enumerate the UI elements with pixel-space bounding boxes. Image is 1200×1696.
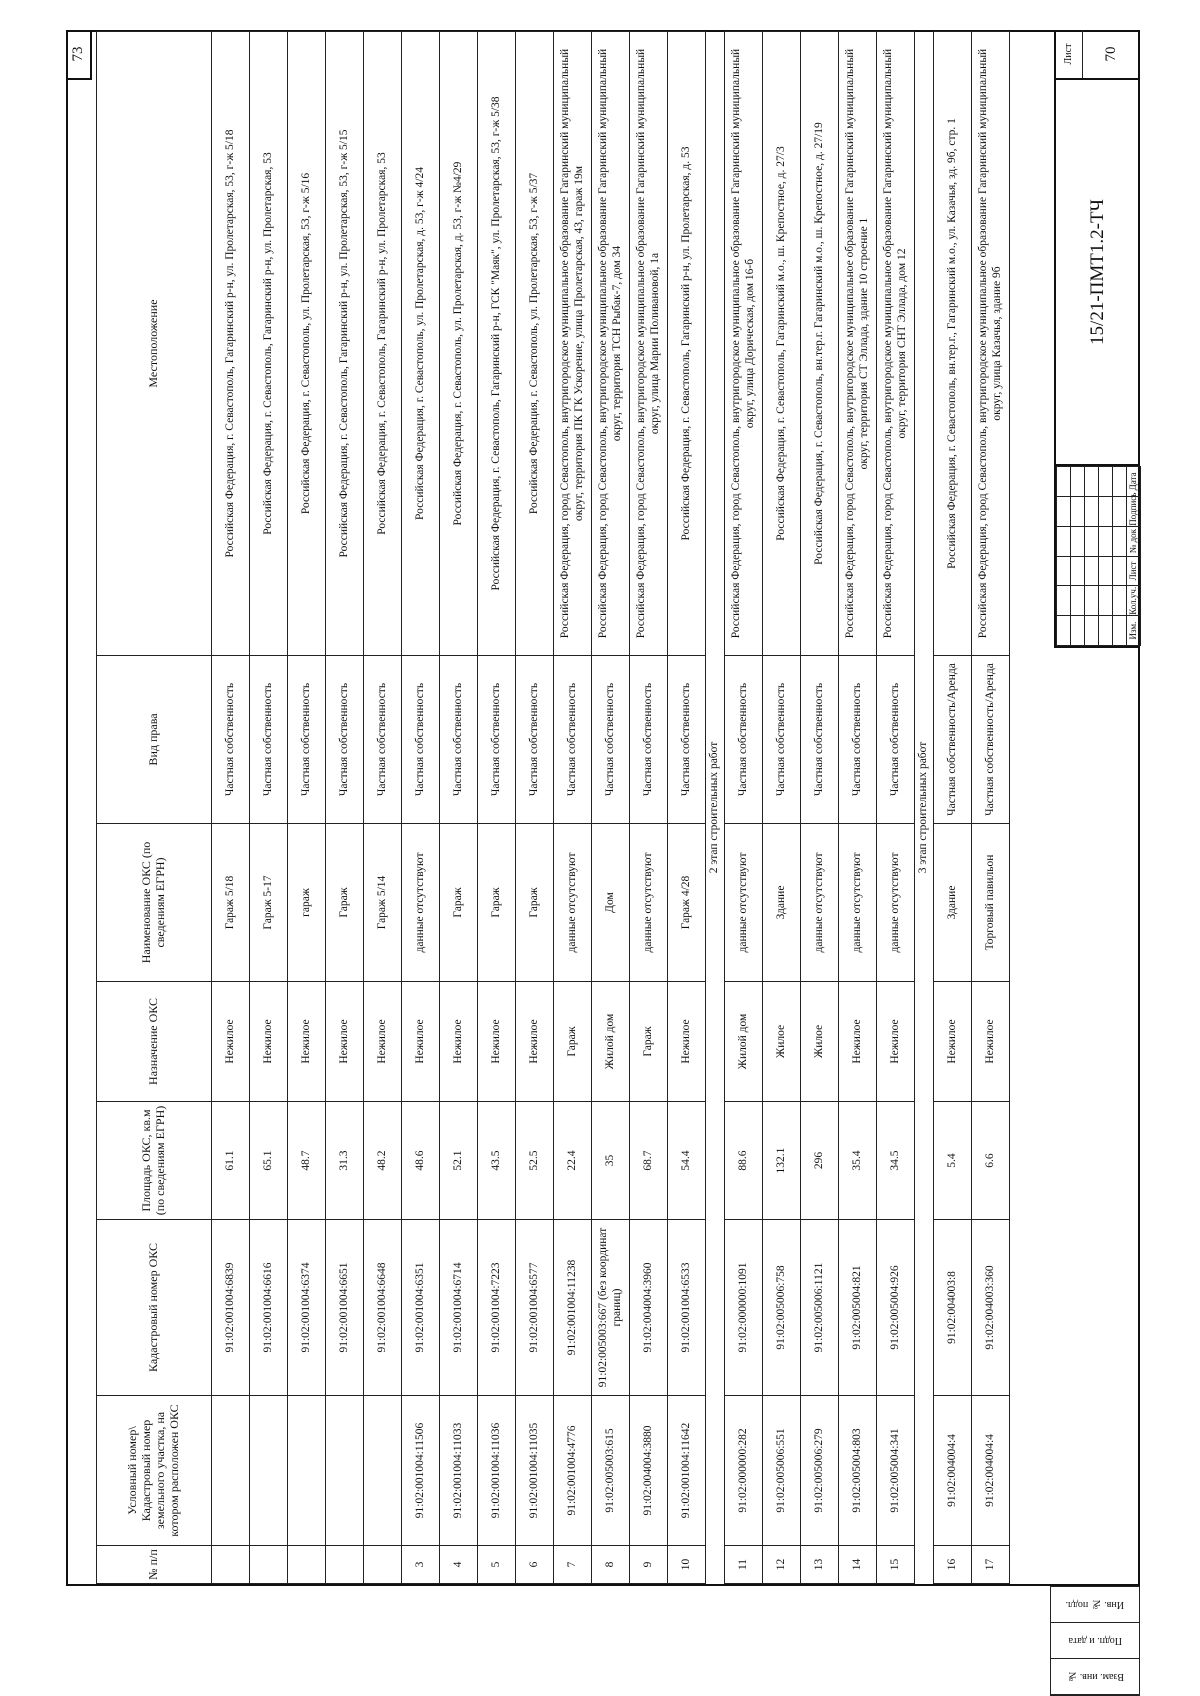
- cell-location: Российская Федерация, г. Севастополь, Гагаринский р-н, ул. Пролетарская, д. 53: [668, 32, 706, 656]
- cell-area: 52.5: [516, 1102, 554, 1220]
- cell-name: Гараж: [516, 824, 554, 982]
- cell-name: данные отсутствуют: [402, 824, 440, 982]
- binding-label: Инв. № подл.: [1051, 1587, 1139, 1623]
- cell-location: Российская Федерация, г. Севастополь, Гагаринский р-н, ул. Пролетарская, 53, г-ж 5/18: [212, 32, 250, 656]
- cell-area: 35: [592, 1102, 630, 1220]
- table-row: [972, 32, 1010, 1584]
- cell-num: 7: [554, 1546, 592, 1584]
- cell-num: 16: [934, 1546, 972, 1584]
- revision-grid: [1056, 466, 1141, 646]
- tb-ndok: № док: [1127, 526, 1141, 556]
- cell-oks-cad: 91:02:005006:758: [763, 1220, 801, 1396]
- cell-oks-cad: 91:02:001004:6533: [668, 1220, 706, 1396]
- cell-area: 88.6: [725, 1102, 763, 1220]
- cell-right: Частная собственность: [801, 656, 839, 824]
- cell-oks-cad: 91:02:001004:6839: [212, 1220, 250, 1396]
- cell-location: Российская Федерация, г. Севастополь, ул. Пролетарская, 53, г-ж 5/37: [516, 32, 554, 656]
- cell-parcel: 91:02:004004:3880: [630, 1396, 668, 1546]
- binding-strip: [1050, 1586, 1140, 1696]
- cell-right: Частная собственность: [763, 656, 801, 824]
- cell-parcel: 91:02:001004:11033: [440, 1396, 478, 1546]
- cell-oks-cad: 91:02:001004:7223: [478, 1220, 516, 1396]
- cell-parcel: 91:02:005004:803: [839, 1396, 877, 1546]
- cell-name: Дом: [592, 824, 630, 982]
- table-row: [801, 32, 839, 1584]
- cell-name: данные отсутствуют: [630, 824, 668, 982]
- top-page-number: 73: [66, 30, 92, 80]
- binding-label: Подп. и дата: [1051, 1623, 1139, 1659]
- cell-name: Здание: [763, 824, 801, 982]
- cell-name: Гараж 5/18: [212, 824, 250, 982]
- cell-num: [212, 1546, 250, 1584]
- table-row: [250, 32, 288, 1584]
- cell-oks-cad: 91:02:001004:11238: [554, 1220, 592, 1396]
- cell-location: Российская Федерация, г. Севастополь, Гагаринский р-н, ул. Пролетарская, 53: [364, 32, 402, 656]
- cell-purpose: Нежилое: [288, 982, 326, 1102]
- cell-parcel: [250, 1396, 288, 1546]
- header-area: Площадь ОКС, кв.м (по сведениям ЕГРН): [97, 1102, 212, 1220]
- header-parcel: Условный номер\ Кадастровый номер земельного участка, на котором расположен ОКС: [97, 1396, 212, 1546]
- cell-location: Российская Федерация, город Севастополь, внутригородское муниципальное образование Гагаринский муниципальный округ, территория ТСН Рыбак-7, дом 34: [592, 32, 630, 656]
- sheet-label: Лист: [1056, 30, 1083, 78]
- cell-area: 35.4: [839, 1102, 877, 1220]
- cell-oks-cad: 91:02:005004:821: [839, 1220, 877, 1396]
- cell-num: [326, 1546, 364, 1584]
- cell-parcel: 91:02:001004:11036: [478, 1396, 516, 1546]
- cell-right: Частная собственность/Аренда: [934, 656, 972, 824]
- cell-purpose: Нежилое: [212, 982, 250, 1102]
- cell-area: 52.1: [440, 1102, 478, 1220]
- cell-right: Частная собственность/Аренда: [972, 656, 1010, 824]
- title-block: [1054, 30, 1140, 648]
- cell-right: Частная собственность: [326, 656, 364, 824]
- cell-area: 48.7: [288, 1102, 326, 1220]
- header-location: Местоположение: [97, 32, 212, 656]
- cell-name: Здание: [934, 824, 972, 982]
- cell-name: Гараж 4/28: [668, 824, 706, 982]
- cell-num: 15: [877, 1546, 915, 1584]
- cell-area: 296: [801, 1102, 839, 1220]
- cell-name: данные отсутствуют: [801, 824, 839, 982]
- header-name: Наименование ОКС (по сведениям ЕГРН): [97, 824, 212, 982]
- cell-purpose: Гараж: [630, 982, 668, 1102]
- cell-purpose: Жилой дом: [725, 982, 763, 1102]
- cell-location: Российская Федерация, город Севастополь, внутригородское муниципальное образование Гагаринский муниципальный округ, улица Дорическая, дом 16-б: [725, 32, 763, 656]
- cell-area: 22.4: [554, 1102, 592, 1220]
- cell-oks-cad: 91:02:001004:6714: [440, 1220, 478, 1396]
- header-num: № п/п: [97, 1546, 212, 1584]
- cell-name: Гараж 5/14: [364, 824, 402, 982]
- sheet-number: 70: [1103, 46, 1119, 62]
- cell-right: Частная собственность: [592, 656, 630, 824]
- header-oks-cad: Кадастровый номер ОКС: [97, 1220, 212, 1396]
- cell-parcel: [288, 1396, 326, 1546]
- table-body: [212, 32, 1010, 1584]
- cell-name: данные отсутствуют: [554, 824, 592, 982]
- cell-location: Российская Федерация, г. Севастополь, Гагаринский р-н, ул. Пролетарская, 53, г-ж 5/15: [326, 32, 364, 656]
- table-row: [326, 32, 364, 1584]
- cell-name: Гараж: [478, 824, 516, 982]
- cell-purpose: Гараж: [554, 982, 592, 1102]
- cell-purpose: Нежилое: [516, 982, 554, 1102]
- header-purpose: Назначение ОКС: [97, 982, 212, 1102]
- table-row: [934, 32, 972, 1584]
- cell-location: Российская Федерация, город Севастополь, внутригородское муниципальное образование Гагаринский муниципальный округ, улица Марии Поливановой, 1а: [630, 32, 668, 656]
- cell-location: Российская Федерация, город Севастополь, внутригородское муниципальное образование Гагаринский муниципальный округ, территория СНТ Эллада, дом 12: [877, 32, 915, 656]
- cell-location: Российская Федерация, г. Севастополь, Гагаринский р-н, ГСК "Маяк", ул. Пролетарская, 53, г-ж 5/38: [478, 32, 516, 656]
- cell-purpose: Нежилое: [440, 982, 478, 1102]
- cell-parcel: 91:02:005006:551: [763, 1396, 801, 1546]
- cell-purpose: Нежилое: [364, 982, 402, 1102]
- cell-num: 17: [972, 1546, 1010, 1584]
- table-row: [402, 32, 440, 1584]
- cell-name: данные отсутствуют: [839, 824, 877, 982]
- cell-right: Частная собственность: [364, 656, 402, 824]
- table-row: [212, 32, 250, 1584]
- cell-parcel: 91:02:004004:4: [934, 1396, 972, 1546]
- cell-location: Российская Федерация, г. Севастополь, вн.тер.г. Гагаринский м.о., ш. Крепостное, д. 27/19: [801, 32, 839, 656]
- cell-parcel: [326, 1396, 364, 1546]
- cell-right: Частная собственность: [668, 656, 706, 824]
- cell-oks-cad: 91:02:001004:6577: [516, 1220, 554, 1396]
- cell-num: 14: [839, 1546, 877, 1584]
- cell-right: Частная собственность: [288, 656, 326, 824]
- cell-parcel: 91:02:004004:4: [972, 1396, 1010, 1546]
- cell-oks-cad: 91:02:004004:3960: [630, 1220, 668, 1396]
- cell-name: гараж: [288, 824, 326, 982]
- table-row: [288, 32, 326, 1584]
- cell-purpose: Нежилое: [877, 982, 915, 1102]
- cell-purpose: Жилой дом: [592, 982, 630, 1102]
- table-row: [877, 32, 915, 1584]
- cell-purpose: Нежилое: [839, 982, 877, 1102]
- cell-purpose: Нежилое: [250, 982, 288, 1102]
- cell-location: Российская Федерация, город Севастополь, внутригородское муниципальное образование Гагаринский муниципальный округ, территория ПК ГК Ускорение, улица Пролетарская, 43, гараж 19м: [554, 32, 592, 656]
- cell-area: 48.2: [364, 1102, 402, 1220]
- stage-label: 2 этап строительных работ: [706, 32, 725, 1584]
- cell-parcel: 91:02:001004:4776: [554, 1396, 592, 1546]
- cell-num: 12: [763, 1546, 801, 1584]
- cell-area: 54.4: [668, 1102, 706, 1220]
- cell-location: Российская Федерация, город Севастополь, внутригородское муниципальное образование Гагаринский муниципальный округ, территория СТ Эллада, здание 10 строение 1: [839, 32, 877, 656]
- cell-location: Российская Федерация, город Севастополь, внутригородское муниципальное образование Гагаринский муниципальный округ, улица Казачья, здание 9б: [972, 32, 1010, 656]
- cell-area: 31.3: [326, 1102, 364, 1220]
- cell-num: [250, 1546, 288, 1584]
- cell-purpose: Жилое: [801, 982, 839, 1102]
- cell-num: 13: [801, 1546, 839, 1584]
- cell-name: Торговый павильон: [972, 824, 1010, 982]
- stage-label: 3 этап строительных работ: [915, 32, 934, 1584]
- cell-location: Российская Федерация, г. Севастополь, ул. Пролетарская, 53, г-ж 5/16: [288, 32, 326, 656]
- cell-parcel: [364, 1396, 402, 1546]
- sheet-number-box: [1056, 30, 1140, 80]
- cell-purpose: Нежилое: [402, 982, 440, 1102]
- cell-area: 132.1: [763, 1102, 801, 1220]
- cell-oks-cad: 91:02:004003:360: [972, 1220, 1010, 1396]
- cell-purpose: Жилое: [763, 982, 801, 1102]
- cell-location: Российская Федерация, г. Севастополь, ул. Пролетарская, д. 53, г-ж №4/29: [440, 32, 478, 656]
- cell-parcel: 91:02:000000:282: [725, 1396, 763, 1546]
- binding-label: Взам. инв. №: [1051, 1659, 1139, 1695]
- cell-num: 8: [592, 1546, 630, 1584]
- cell-right: Частная собственность: [212, 656, 250, 824]
- cell-oks-cad: 91:02:004003:8: [934, 1220, 972, 1396]
- table-header-row: [97, 32, 212, 1584]
- cell-right: Частная собственность: [877, 656, 915, 824]
- cell-oks-cad: 91:02:005004:926: [877, 1220, 915, 1396]
- cell-name: Гараж: [440, 824, 478, 982]
- cell-right: Частная собственность: [250, 656, 288, 824]
- table-row: [725, 32, 763, 1584]
- tb-podpis: Подпись: [1127, 496, 1141, 526]
- cell-name: Гараж: [326, 824, 364, 982]
- cell-oks-cad: 91:02:000000:1091: [725, 1220, 763, 1396]
- cell-area: 6.6: [972, 1102, 1010, 1220]
- table-row: [516, 32, 554, 1584]
- table-row: [592, 32, 630, 1584]
- cell-num: [364, 1546, 402, 1584]
- cell-parcel: 91:02:001004:11642: [668, 1396, 706, 1546]
- document-code: 15/21-ПМТ1.2-ТЧ: [1056, 80, 1140, 466]
- cell-right: Частная собственность: [554, 656, 592, 824]
- cell-right: Частная собственность: [440, 656, 478, 824]
- cell-oks-cad: 91:02:001004:6374: [288, 1220, 326, 1396]
- oks-table: [96, 31, 1010, 1584]
- cell-area: 34.5: [877, 1102, 915, 1220]
- cell-right: Частная собственность: [630, 656, 668, 824]
- cell-parcel: 91:02:001004:11035: [516, 1396, 554, 1546]
- tb-izm: Изм.: [1127, 616, 1141, 646]
- cell-right: Частная собственность: [725, 656, 763, 824]
- cell-area: 48.6: [402, 1102, 440, 1220]
- cell-name: Гараж 5-17: [250, 824, 288, 982]
- cell-purpose: Нежилое: [326, 982, 364, 1102]
- header-right: Вид права: [97, 656, 212, 824]
- tb-list: Лист: [1127, 556, 1141, 586]
- cell-parcel: 91:02:005003:615: [592, 1396, 630, 1546]
- cell-num: [288, 1546, 326, 1584]
- table-row: [440, 32, 478, 1584]
- cell-location: Российская Федерация, г. Севастополь, вн.тер.г., Гагаринский м.о., ул. Казачья, зд. 9б, стр. 1: [934, 32, 972, 656]
- tb-data: Дата: [1127, 467, 1141, 497]
- tb-kol: Кол.уч.: [1127, 586, 1141, 616]
- cell-right: Частная собственность: [516, 656, 554, 824]
- cell-oks-cad: 91:02:005003:667 (без координат границ): [592, 1220, 630, 1396]
- cell-right: Частная собственность: [402, 656, 440, 824]
- cell-location: Российская Федерация, г. Севастополь, Гагаринский м.о., ш. Крепостное, д. 27/3: [763, 32, 801, 656]
- stage-row: [706, 32, 725, 1584]
- cell-parcel: 91:02:001004:11506: [402, 1396, 440, 1546]
- cell-num: 5: [478, 1546, 516, 1584]
- cell-right: Частная собственность: [839, 656, 877, 824]
- cell-num: 6: [516, 1546, 554, 1584]
- table-row: [630, 32, 668, 1584]
- cell-num: 10: [668, 1546, 706, 1584]
- cell-area: 5.4: [934, 1102, 972, 1220]
- cell-oks-cad: 91:02:001004:6351: [402, 1220, 440, 1396]
- cell-name: данные отсутствуют: [725, 824, 763, 982]
- cell-purpose: Нежилое: [972, 982, 1010, 1102]
- stage-row: [915, 32, 934, 1584]
- cell-right: Частная собственность: [478, 656, 516, 824]
- cell-name: данные отсутствуют: [877, 824, 915, 982]
- cell-oks-cad: 91:02:001004:6648: [364, 1220, 402, 1396]
- cell-oks-cad: 91:02:001004:6616: [250, 1220, 288, 1396]
- cell-purpose: Нежилое: [934, 982, 972, 1102]
- cell-oks-cad: 91:02:001004:6651: [326, 1220, 364, 1396]
- cell-parcel: 91:02:005004:341: [877, 1396, 915, 1546]
- cell-purpose: Нежилое: [478, 982, 516, 1102]
- cell-area: 68.7: [630, 1102, 668, 1220]
- cell-area: 43.5: [478, 1102, 516, 1220]
- table-row: [478, 32, 516, 1584]
- table-row: [554, 32, 592, 1584]
- cell-num: 4: [440, 1546, 478, 1584]
- table-row: [839, 32, 877, 1584]
- table-row: [668, 32, 706, 1584]
- cell-num: 3: [402, 1546, 440, 1584]
- cell-area: 61.1: [212, 1102, 250, 1220]
- table-row: [763, 32, 801, 1584]
- cell-purpose: Нежилое: [668, 982, 706, 1102]
- table-row: [364, 32, 402, 1584]
- cell-parcel: 91:02:005006:279: [801, 1396, 839, 1546]
- cell-num: 9: [630, 1546, 668, 1584]
- cell-parcel: [212, 1396, 250, 1546]
- cell-location: Российская Федерация, г. Севастополь, Гагаринский р-н, ул. Пролетарская, 53: [250, 32, 288, 656]
- cell-num: 11: [725, 1546, 763, 1584]
- cell-area: 65.1: [250, 1102, 288, 1220]
- cell-location: Российская Федерация, г. Севастополь, ул. Пролетарская, д. 53, г-ж 4/24: [402, 32, 440, 656]
- cell-oks-cad: 91:02:005006:1121: [801, 1220, 839, 1396]
